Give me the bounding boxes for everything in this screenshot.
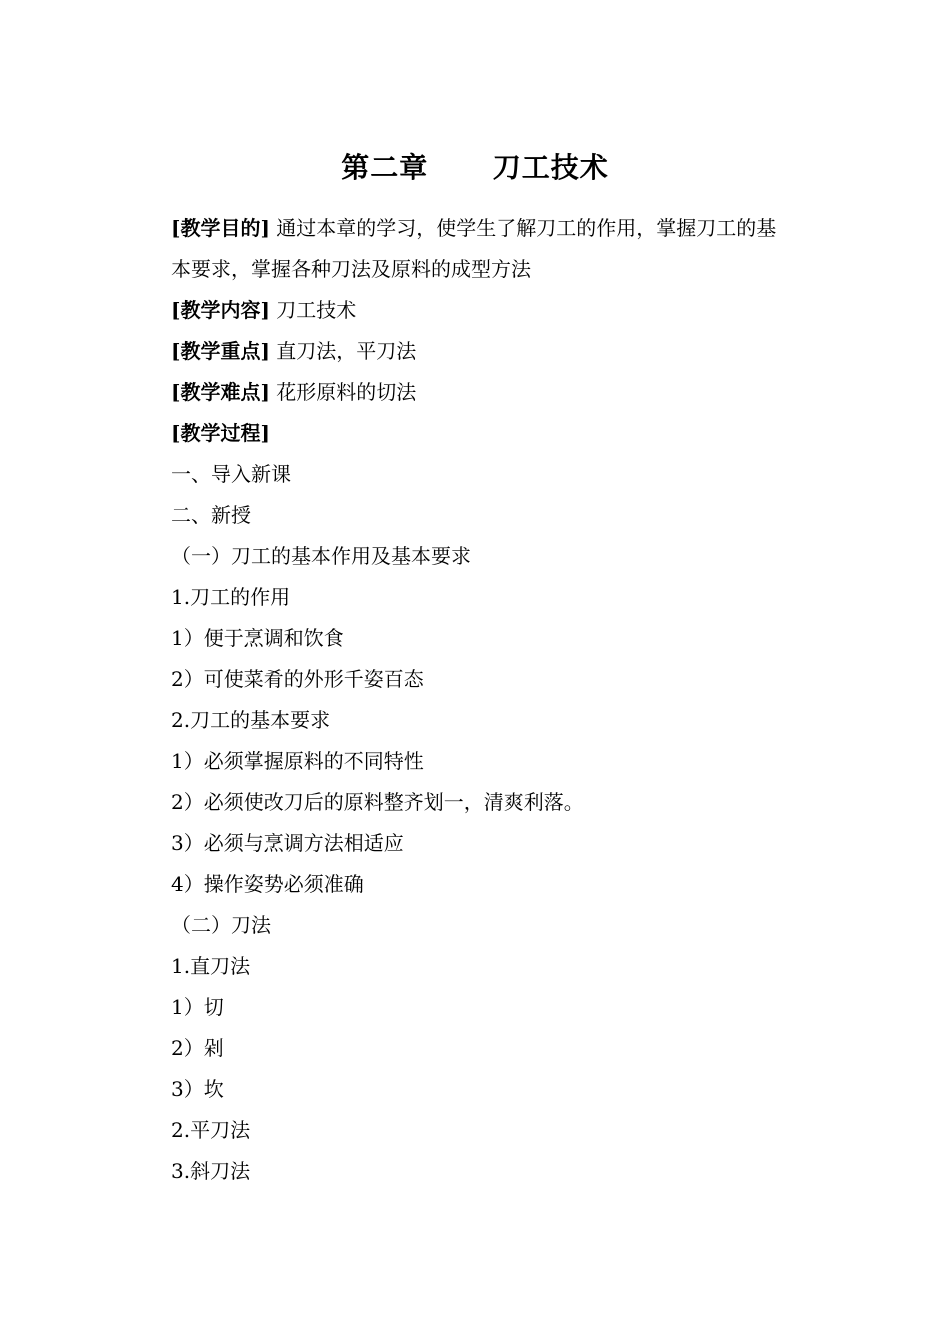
outline-item: 4）操作姿势必须准确 [171,872,364,896]
outline-item: 1.刀工的作用 [171,585,291,609]
teaching-key-points-text: 直刀法，平刀法 [276,339,417,363]
outline-item: 二、新授 [171,503,251,527]
outline-item: 2.平刀法 [171,1118,251,1142]
outline-item: 2）必须使改刀后的原料整齐划一，清爽利落。 [171,790,584,814]
teaching-difficulties-label: [教学难点] [171,380,270,404]
outline-item: 3）坎 [171,1077,224,1101]
teaching-purpose-label: [教学目的] [171,216,270,240]
outline-item: 1）切 [171,995,224,1019]
outline-item: 1）便于烹调和饮食 [171,626,344,650]
outline-item: 3.斜刀法 [171,1159,251,1183]
teaching-purpose [171,208,781,290]
teaching-key-points-label: [教学重点] [171,339,270,363]
outline-item: （一）刀工的基本作用及基本要求 [171,544,471,568]
chapter-title: 第二章 刀工技术 [341,151,609,184]
outline-item: 1）必须掌握原料的不同特性 [171,749,424,773]
teaching-difficulties-text: 花形原料的切法 [276,380,417,404]
outline-item: 2）可使菜肴的外形千姿百态 [171,667,424,691]
teaching-difficulties [171,372,781,413]
teaching-content-text: 刀工技术 [276,298,357,322]
teaching-purpose-text: 通过本章的学习，使学生了解刀工的作用，掌握刀工的基本要求，掌握各种刀法及原料的成型方法 [171,216,777,281]
outline-item: 一、导入新课 [171,462,291,486]
outline-item: 1.直刀法 [171,954,251,978]
outline-item: 3）必须与烹调方法相适应 [171,831,404,855]
teaching-process [171,413,781,454]
outline-item: 2）剁 [171,1036,224,1060]
document-body [171,208,781,1192]
teaching-process-label: [教学过程] [171,421,270,445]
outline-item: 2.刀工的基本要求 [171,708,331,732]
teaching-content-label: [教学内容] [171,298,270,322]
teaching-content [171,290,781,331]
teaching-key-points [171,331,781,372]
outline-item: （二）刀法 [171,913,271,937]
